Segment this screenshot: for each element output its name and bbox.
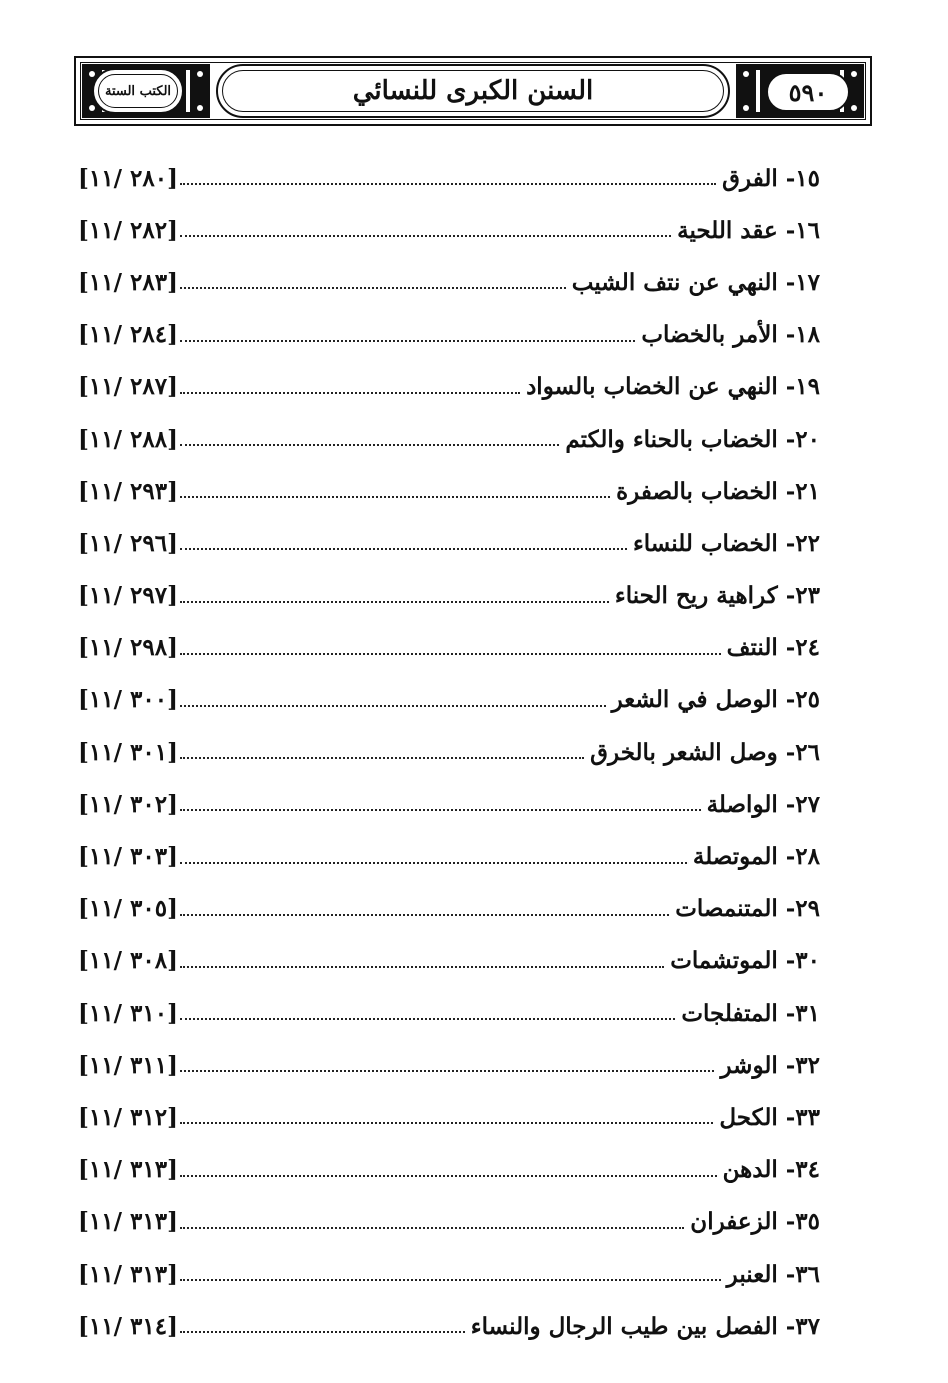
page-header — [74, 56, 872, 126]
series-emblem — [92, 68, 184, 114]
dot-leader — [180, 705, 606, 707]
dot-leader — [180, 1227, 684, 1229]
toc-entry — [78, 1091, 820, 1143]
toc-entry-title: ١٨- الأمر بالخضاب — [641, 321, 820, 349]
toc-entry-reference: [٣١٤ /١١] — [78, 1312, 178, 1340]
dot-leader — [180, 235, 671, 237]
dot-leader — [180, 496, 610, 498]
toc-entry-title: ٣١- المتفلجات — [681, 999, 820, 1027]
toc-entry-title: ١٦- عقد اللحية — [677, 216, 820, 244]
toc-entry-title: ٣٥- الزعفران — [690, 1208, 820, 1236]
dot-leader — [180, 1331, 465, 1333]
toc-entry-title: ٢٥- الوصل في الشعر — [611, 686, 820, 714]
toc-entry-reference: [٣١٣ /١١] — [78, 1156, 178, 1184]
dot-leader — [180, 809, 701, 811]
toc-entry-reference: [٣٠١ /١١] — [78, 738, 178, 766]
toc-entry-reference: [٣١٣ /١١] — [78, 1208, 178, 1236]
toc-entry-reference: [٢٨٧ /١١] — [78, 373, 178, 401]
toc-entry — [78, 883, 820, 935]
title-cartouche — [216, 64, 730, 118]
dot-leader — [180, 444, 559, 446]
table-of-contents — [78, 152, 820, 1352]
toc-entry-reference: [٢٩٧ /١١] — [78, 582, 178, 610]
toc-entry — [78, 1300, 820, 1352]
toc-entry — [78, 570, 820, 622]
toc-entry-title: ٣٢- الوشر — [720, 1051, 820, 1079]
dot-leader — [180, 601, 609, 603]
toc-entry-reference: [٣١٣ /١١] — [78, 1260, 178, 1288]
toc-entry-reference: [٣٠٨ /١١] — [78, 947, 178, 975]
toc-entry — [78, 309, 820, 361]
dot-leader — [180, 862, 687, 864]
dot-leader — [180, 1070, 715, 1072]
dot-leader — [180, 966, 664, 968]
toc-entry — [78, 1039, 820, 1091]
toc-entry-reference: [٢٩٨ /١١] — [78, 634, 178, 662]
toc-entry — [78, 204, 820, 256]
toc-entry-reference: [٣٠٥ /١١] — [78, 895, 178, 923]
toc-entry-reference: [٣١٢ /١١] — [78, 1103, 178, 1131]
toc-entry — [78, 622, 820, 674]
toc-entry-title: ٢٨- الموتصلة — [692, 843, 820, 871]
toc-entry-title: ١٧- النهي عن نتف الشيب — [571, 268, 820, 296]
toc-entry — [78, 830, 820, 882]
toc-entry-reference: [٢٩٦ /١١] — [78, 529, 178, 557]
toc-entry-title: ٢٦- وصل الشعر بالخرق — [590, 738, 820, 766]
toc-entry-title: ٢٩- المتنمصات — [675, 895, 820, 923]
toc-entry-title: ٣٧- الفصل بين طيب الرجال والنساء — [470, 1312, 820, 1340]
toc-entry-title: ١٩- النهي عن الخضاب بالسواد — [526, 373, 820, 401]
dot-leader — [180, 1122, 713, 1124]
dot-leader — [180, 392, 520, 394]
toc-entry — [78, 674, 820, 726]
toc-entry-reference: [٣١١ /١١] — [78, 1051, 178, 1079]
toc-entry — [78, 987, 820, 1039]
dot-leader — [180, 287, 566, 289]
toc-entry-reference: [٢٨٣ /١١] — [78, 268, 178, 296]
toc-entry — [78, 152, 820, 204]
dot-leader — [180, 653, 721, 655]
dot-leader — [180, 183, 716, 185]
toc-entry-title: ٢١- الخضاب بالصفرة — [616, 477, 820, 505]
dot-leader — [180, 1018, 675, 1020]
toc-entry-reference: [٢٨٨ /١١] — [78, 425, 178, 453]
toc-entry-title: ٢٢- الخضاب للنساء — [632, 529, 820, 557]
toc-entry-reference: [٣٠٠ /١١] — [78, 686, 178, 714]
toc-entry — [78, 726, 820, 778]
dot-leader — [180, 757, 584, 759]
toc-entry — [78, 361, 820, 413]
toc-entry-reference: [٢٨٢ /١١] — [78, 216, 178, 244]
toc-entry-reference: [٢٨٠ /١١] — [78, 164, 178, 192]
toc-entry-title: ٣٤- الدهن — [722, 1156, 820, 1184]
toc-entry-title: ٢٠- الخضاب بالحناء والكتم — [565, 425, 820, 453]
running-title: السنن الكبرى للنسائي — [352, 76, 594, 106]
toc-entry-reference: [٢٨٤ /١١] — [78, 321, 178, 349]
toc-entry — [78, 1144, 820, 1196]
toc-entry — [78, 1196, 820, 1248]
dot-leader — [180, 548, 627, 550]
dot-leader — [180, 340, 635, 342]
toc-entry-reference: [٣٠٢ /١١] — [78, 790, 178, 818]
toc-entry — [78, 517, 820, 569]
toc-entry-title: ٢٤- النتف — [726, 634, 820, 662]
toc-entry — [78, 935, 820, 987]
toc-entry-title: ٣٦- العنبر — [726, 1260, 820, 1288]
toc-entry — [78, 1248, 820, 1300]
toc-entry-title: ٢٧- الواصلة — [706, 790, 820, 818]
toc-entry — [78, 465, 820, 517]
toc-entry-title: ٢٣- كراهية ريح الحناء — [614, 582, 820, 610]
dot-leader — [180, 1175, 717, 1177]
toc-entry-title: ٣٣- الكحل — [719, 1103, 820, 1131]
emblem-text: الكتب الستة — [104, 83, 172, 99]
toc-entry-title: ١٥- الفرق — [722, 164, 820, 192]
dot-leader — [180, 1279, 721, 1281]
page-number-badge — [766, 72, 850, 112]
page-number: ٥٩٠ — [788, 77, 828, 107]
toc-entry-title: ٣٠- الموتشمات — [670, 947, 820, 975]
toc-entry — [78, 256, 820, 308]
toc-entry-reference: [٣١٠ /١١] — [78, 999, 178, 1027]
dot-leader — [180, 914, 669, 916]
toc-entry-reference: [٣٠٣ /١١] — [78, 843, 178, 871]
toc-entry-reference: [٢٩٣ /١١] — [78, 477, 178, 505]
toc-entry — [78, 413, 820, 465]
toc-entry — [78, 778, 820, 830]
